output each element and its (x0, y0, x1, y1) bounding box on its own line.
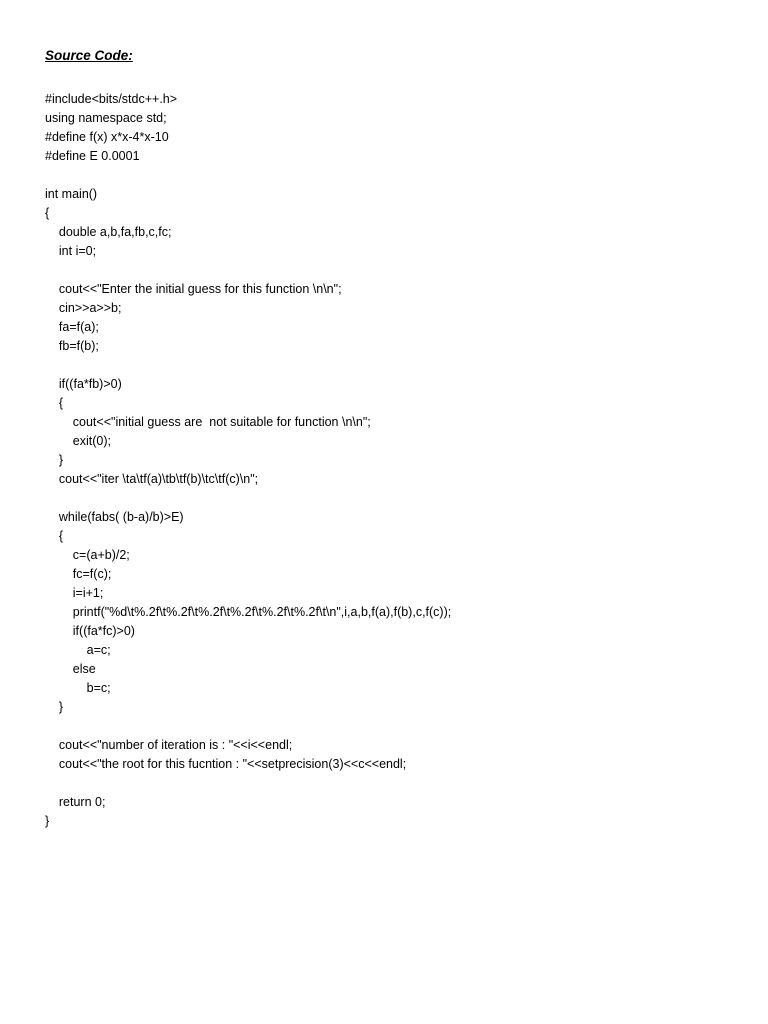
code-line: int i=0; (45, 244, 97, 258)
code-line: cout<<"iter \ta\tf(a)\tb\tf(b)\tc\tf(c)\n"; (45, 472, 259, 486)
code-line: return 0; (45, 795, 106, 809)
code-line: a=c; (45, 643, 111, 657)
code-line: if((fa*fb)>0) (45, 377, 122, 391)
code-line (45, 717, 451, 736)
code-line: c=(a+b)/2; (45, 548, 130, 562)
code-line: b=c; (45, 681, 111, 695)
code-line: cout<<"initial guess are not suitable for function \n\n"; (45, 415, 371, 429)
code-line: else (45, 662, 96, 676)
code-line (45, 489, 451, 508)
code-line: fb=f(b); (45, 339, 99, 353)
code-line: double a,b,fa,fb,c,fc; (45, 225, 172, 239)
code-line (45, 261, 451, 280)
code-line: fc=f(c); (45, 567, 112, 581)
code-line: if((fa*fc)>0) (45, 624, 135, 638)
code-line: #include<bits/stdc++.h> (45, 92, 178, 106)
code-line: } (45, 700, 64, 714)
code-line: } (45, 814, 50, 828)
code-line (45, 774, 451, 793)
page-title: Source Code: (45, 48, 133, 63)
code-line: cout<<"number of iteration is : "<<i<<endl; (45, 738, 293, 752)
code-line: { (45, 529, 64, 543)
code-line: cout<<"Enter the initial guess for this function \n\n"; (45, 282, 342, 296)
code-line: using namespace std; (45, 111, 167, 125)
code-line: #define f(x) x*x-4*x-10 (45, 130, 169, 144)
code-line: cin>>a>>b; (45, 301, 122, 315)
code-line: while(fabs( (b-a)/b)>E) (45, 510, 184, 524)
code-line: { (45, 206, 50, 220)
code-line: #define E 0.0001 (45, 149, 140, 163)
code-line: } (45, 453, 64, 467)
code-line: printf("%d\t%.2f\t%.2f\t%.2f\t%.2f\t%.2f\t%.2f\t\n",i,a,b,f(a),f(b),c,f(c)); (45, 605, 452, 619)
code-line (45, 356, 451, 375)
source-code-block (45, 90, 451, 831)
code-line: int main() (45, 187, 98, 201)
code-line: fa=f(a); (45, 320, 99, 334)
code-line: exit(0); (45, 434, 111, 448)
code-line (45, 166, 451, 185)
code-line: i=i+1; (45, 586, 104, 600)
code-line: cout<<"the root for this fucntion : "<<setprecision(3)<<c<<endl; (45, 757, 407, 771)
code-line: { (45, 396, 64, 410)
